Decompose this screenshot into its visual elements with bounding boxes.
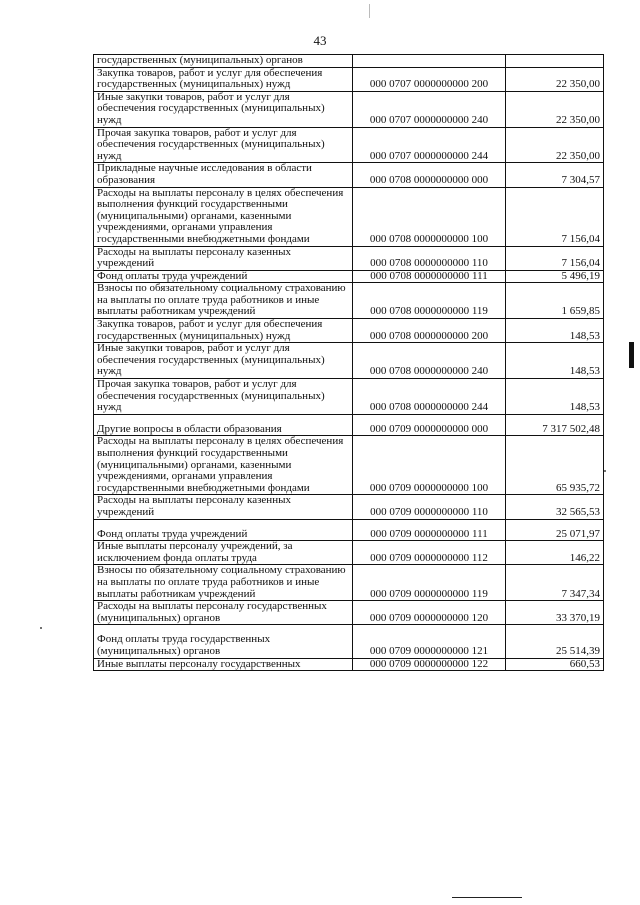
table-row: [94, 658, 604, 671]
row-code-cell: 000 0708 0000000000 100: [353, 187, 506, 246]
table-row: [94, 67, 604, 91]
table-row: [94, 91, 604, 127]
row-code-cell: 000 0708 0000000000 244: [353, 379, 506, 415]
table-row: [94, 414, 604, 436]
row-name-cell: Иные выплаты персоналу государственных: [94, 658, 353, 671]
table-row: [94, 565, 604, 601]
row-name-cell: Закупка товаров, работ и услуг для обеспечения государственных (муниципальных) нужд: [94, 67, 353, 91]
row-code-cell: 000 0707 0000000000 200: [353, 67, 506, 91]
row-amount-cell: 7 304,57: [506, 163, 604, 187]
row-amount-cell: 660,53: [506, 658, 604, 671]
row-amount-cell: 32 565,53: [506, 495, 604, 519]
row-name-cell: Прочая закупка товаров, работ и услуг для обеспечения государственных (муниципальных) нужд: [94, 127, 353, 163]
table-row: [94, 519, 604, 541]
row-code-cell: 000 0709 0000000000 122: [353, 658, 506, 671]
budget-table: [93, 54, 604, 671]
row-name-cell: Фонд оплаты труда учреждений: [94, 519, 353, 541]
scan-edge-mark: [629, 342, 634, 368]
table-row: [94, 283, 604, 319]
row-name-cell: Взносы по обязательному социальному страхованию на выплаты по оплате труда работников и иные выплаты работникам учреждений: [94, 283, 353, 319]
table-row: [94, 55, 604, 68]
row-code-cell: 000 0709 0000000000 119: [353, 565, 506, 601]
row-code-cell: 000 0708 0000000000 240: [353, 343, 506, 379]
row-code-cell: 000 0709 0000000000 111: [353, 519, 506, 541]
row-amount-cell: 1 659,85: [506, 283, 604, 319]
row-code-cell: 000 0709 0000000000 121: [353, 625, 506, 658]
row-code-cell: 000 0707 0000000000 240: [353, 91, 506, 127]
scan-dot: [40, 627, 42, 629]
row-amount-cell: 33 370,19: [506, 601, 604, 625]
row-code-cell: 000 0707 0000000000 244: [353, 127, 506, 163]
row-amount-cell: 5 496,19: [506, 270, 604, 283]
row-name-cell: Расходы на выплаты персоналу в целях обеспечения выполнения функций государственными (муниципальными) органами, казенными учреждениями, органами управления государственными внебюджетными фондами: [94, 436, 353, 495]
row-code-cell: 000 0709 0000000000 110: [353, 495, 506, 519]
row-amount-cell: 7 156,04: [506, 187, 604, 246]
row-amount-cell: [506, 55, 604, 68]
table-row: [94, 436, 604, 495]
row-name-cell: Другие вопросы в области образования: [94, 414, 353, 436]
row-code-cell: 000 0708 0000000000 111: [353, 270, 506, 283]
row-amount-cell: 25 514,39: [506, 625, 604, 658]
row-name-cell: Расходы на выплаты персоналу в целях обеспечения выполнения функций государственными (муниципальными) органами, казенными учреждениями, органами управления государственными внебюджетными фондами: [94, 187, 353, 246]
row-name-cell: Расходы на выплаты персоналу казенных учреждений: [94, 246, 353, 270]
row-name-cell: Прочая закупка товаров, работ и услуг для обеспечения государственных (муниципальных) нужд: [94, 379, 353, 415]
table-row: [94, 379, 604, 415]
row-name-cell: Расходы на выплаты персоналу государственных (муниципальных) органов: [94, 601, 353, 625]
table-row: [94, 246, 604, 270]
row-name-cell: Расходы на выплаты персоналу казенных учреждений: [94, 495, 353, 519]
scan-speck: [369, 4, 370, 18]
row-name-cell: Фонд оплаты труда государственных (муниципальных) органов: [94, 625, 353, 658]
row-amount-cell: 25 071,97: [506, 519, 604, 541]
row-code-cell: 000 0708 0000000000 119: [353, 283, 506, 319]
table-row: [94, 495, 604, 519]
row-name-cell: Иные выплаты персоналу учреждений, за исключением фонда оплаты труда: [94, 541, 353, 565]
row-code-cell: 000 0709 0000000000 100: [353, 436, 506, 495]
row-amount-cell: 148,53: [506, 319, 604, 343]
table-row: [94, 319, 604, 343]
scan-bottom-line: [452, 897, 522, 898]
row-amount-cell: 65 935,72: [506, 436, 604, 495]
table-row: [94, 127, 604, 163]
row-amount-cell: 22 350,00: [506, 127, 604, 163]
row-code-cell: 000 0709 0000000000 120: [353, 601, 506, 625]
row-code-cell: 000 0708 0000000000 110: [353, 246, 506, 270]
row-code-cell: [353, 55, 506, 68]
row-amount-cell: 22 350,00: [506, 91, 604, 127]
row-name-cell: Закупка товаров, работ и услуг для обеспечения государственных (муниципальных) нужд: [94, 319, 353, 343]
row-name-cell: Прикладные научные исследования в области образования: [94, 163, 353, 187]
row-amount-cell: 22 350,00: [506, 67, 604, 91]
table-row: [94, 541, 604, 565]
row-amount-cell: 7 317 502,48: [506, 414, 604, 436]
row-amount-cell: 146,22: [506, 541, 604, 565]
row-amount-cell: 7 347,34: [506, 565, 604, 601]
row-name-cell: государственных (муниципальных) органов: [94, 55, 353, 68]
budget-table-body: [94, 55, 604, 671]
row-amount-cell: 148,53: [506, 343, 604, 379]
row-code-cell: 000 0708 0000000000 000: [353, 163, 506, 187]
row-code-cell: 000 0709 0000000000 112: [353, 541, 506, 565]
row-code-cell: 000 0708 0000000000 200: [353, 319, 506, 343]
table-row: [94, 343, 604, 379]
row-code-cell: 000 0709 0000000000 000: [353, 414, 506, 436]
row-name-cell: Иные закупки товаров, работ и услуг для обеспечения государственных (муниципальных) нужд: [94, 91, 353, 127]
table-row: [94, 601, 604, 625]
row-amount-cell: 148,53: [506, 379, 604, 415]
budget-table-container: [93, 54, 603, 671]
row-name-cell: Фонд оплаты труда учреждений: [94, 270, 353, 283]
row-name-cell: Взносы по обязательному социальному страхованию на выплаты по оплате труда работников и иные выплаты работникам учреждений: [94, 565, 353, 601]
row-amount-cell: 7 156,04: [506, 246, 604, 270]
table-row: [94, 187, 604, 246]
table-row: [94, 625, 604, 658]
table-row: [94, 163, 604, 187]
row-name-cell: Иные закупки товаров, работ и услуг для обеспечения государственных (муниципальных) нужд: [94, 343, 353, 379]
table-row: [94, 270, 604, 283]
page-number: 43: [313, 33, 327, 48]
scan-dot: [604, 470, 606, 472]
